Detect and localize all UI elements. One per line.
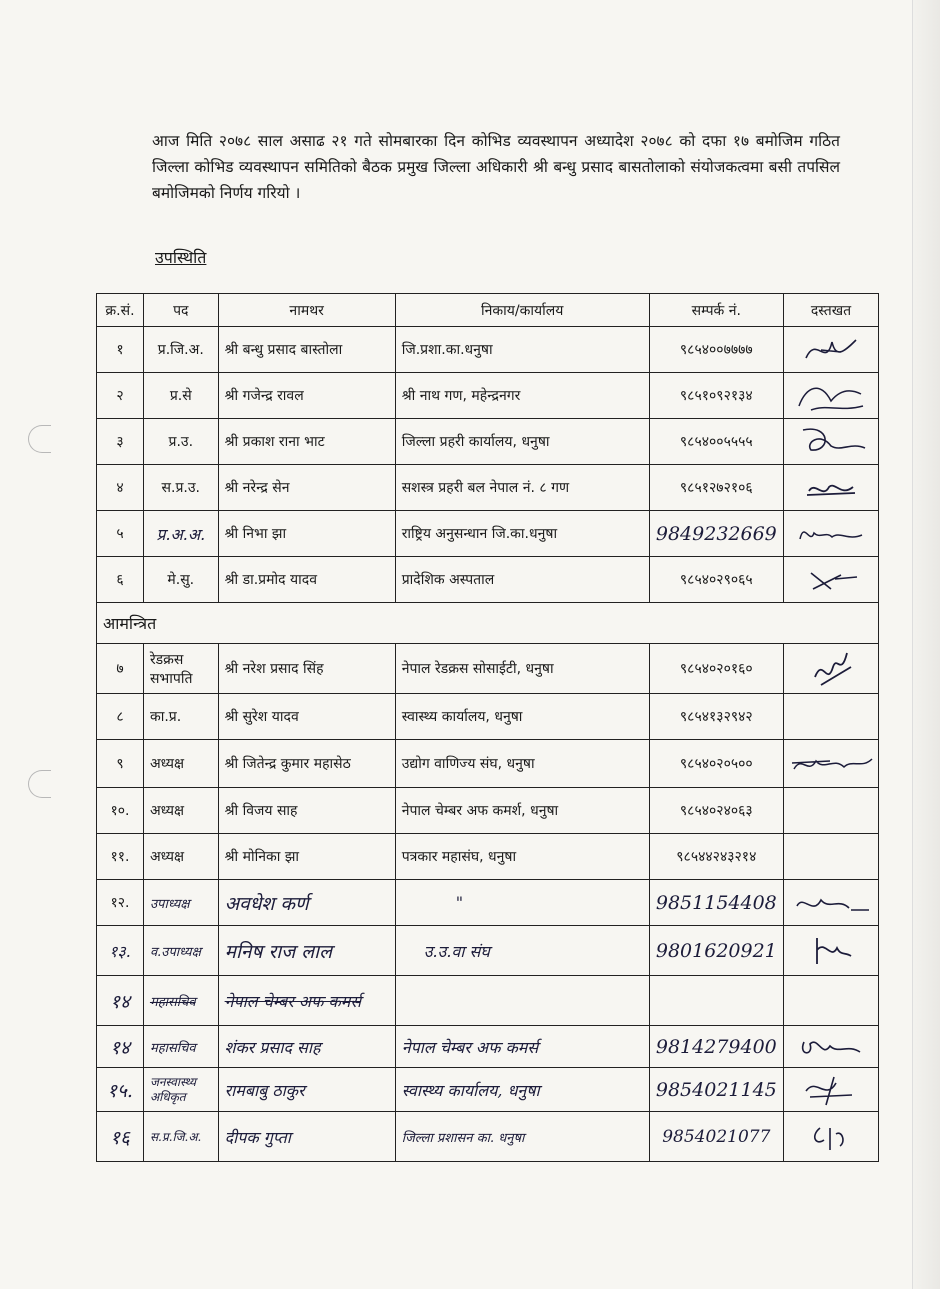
signature-mark — [796, 330, 866, 370]
serial-cell: ६ — [97, 557, 144, 603]
phone-cell — [649, 976, 783, 1026]
signature-mark — [806, 1120, 856, 1154]
office-cell: नेपाल रेडक्रस सोसाईटी, धनुषा — [395, 644, 649, 694]
phone-cell: 9814279400 — [649, 1026, 783, 1068]
signature-mark — [791, 888, 871, 918]
office-cell: जिल्ला प्रशासन का. धनुषा — [395, 1112, 649, 1162]
table-row — [97, 511, 879, 557]
signature-cell — [784, 740, 879, 788]
office-cell: नेपाल चेम्बर अफ कमर्श, धनुषा — [395, 788, 649, 834]
phone-cell: ९८५१०९२१३४ — [649, 373, 783, 419]
name-cell: श्री गजेन्द्र रावल — [218, 373, 395, 419]
signature-mark — [801, 565, 861, 595]
name-cell: श्री निभा झा — [218, 511, 395, 557]
phone-cell: 9849232669 — [649, 511, 783, 557]
post-cell: महासचिव — [143, 1026, 218, 1068]
table-row — [97, 327, 879, 373]
phone-cell: ९८५४००५५५५ — [649, 419, 783, 465]
name-cell: श्री जितेन्द्र कुमार महासेठ — [218, 740, 395, 788]
office-cell: प्रादेशिक अस्पताल — [395, 557, 649, 603]
phone-cell: ९८५४१३२९४२ — [649, 694, 783, 740]
office-cell: पत्रकार महासंघ, धनुषा — [395, 834, 649, 880]
name-cell: मनिष राज लाल — [218, 926, 395, 976]
table-row — [97, 1068, 879, 1112]
post-cell: प्र.से — [143, 373, 218, 419]
col-name: नामथर — [218, 294, 395, 327]
office-cell: स्वास्थ्य कार्यालय, धनुषा — [395, 694, 649, 740]
signature-cell — [784, 880, 879, 926]
table-row — [97, 834, 879, 880]
post-cell: व.उपाध्यक्ष — [143, 926, 218, 976]
table-row — [97, 694, 879, 740]
attendance-table — [96, 293, 879, 1162]
table-row — [97, 373, 879, 419]
signature-cell — [784, 1026, 879, 1068]
phone-cell: ९८५४०२४०६३ — [649, 788, 783, 834]
name-cell: दीपक गुप्ता — [218, 1112, 395, 1162]
name-cell: शंकर प्रसाद साह — [218, 1026, 395, 1068]
post-cell: प्र.उ. — [143, 419, 218, 465]
phone-cell: ९८५४०२०१६० — [649, 644, 783, 694]
signature-mark — [790, 749, 874, 779]
serial-cell: ९ — [97, 740, 144, 788]
phone-cell: 9854021145 — [649, 1068, 783, 1112]
section-row — [97, 603, 879, 644]
signature-mark — [801, 932, 861, 970]
post-cell: अध्यक्ष — [143, 740, 218, 788]
table-row — [97, 419, 879, 465]
post-cell: अध्यक्ष — [143, 834, 218, 880]
serial-cell: १६ — [97, 1112, 144, 1162]
signature-mark — [796, 1071, 866, 1109]
name-cell: अवधेश कर्ण — [218, 880, 395, 926]
serial-cell: ११. — [97, 834, 144, 880]
serial-cell: ७ — [97, 644, 144, 694]
table-row — [97, 976, 879, 1026]
serial-cell: १५. — [97, 1068, 144, 1112]
table-row — [97, 465, 879, 511]
name-cell: श्री बन्धु प्रसाद बास्तोला — [218, 327, 395, 373]
page-edge — [912, 0, 940, 1289]
punch-hole — [28, 770, 51, 798]
table-row — [97, 557, 879, 603]
col-office: निकाय/कार्यालय — [395, 294, 649, 327]
post-cell: जनस्वास्थ्य अधिकृत — [143, 1068, 218, 1112]
signature-cell — [784, 511, 879, 557]
post-cell: स.प्र.उ. — [143, 465, 218, 511]
serial-cell: २ — [97, 373, 144, 419]
name-cell: श्री नरेश प्रसाद सिंह — [218, 644, 395, 694]
signature-cell — [784, 373, 879, 419]
phone-cell: ९८५४०२९०६५ — [649, 557, 783, 603]
phone-cell: ९८५४०२०५०० — [649, 740, 783, 788]
serial-cell: १४ — [97, 976, 144, 1026]
post-cell: रेडक्रस सभापति — [143, 644, 218, 694]
name-cell: श्री मोनिका झा — [218, 834, 395, 880]
office-cell: " — [395, 880, 649, 926]
attendance-heading: उपस्थिति — [155, 248, 207, 267]
name-cell: श्री डा.प्रमोद यादव — [218, 557, 395, 603]
post-cell: उपाध्यक्ष — [143, 880, 218, 926]
signature-cell — [784, 557, 879, 603]
name-cell: रामबाबु ठाकुर — [218, 1068, 395, 1112]
post-cell: मे.सु. — [143, 557, 218, 603]
serial-cell: ३ — [97, 419, 144, 465]
signature-cell — [784, 1112, 879, 1162]
table-row — [97, 880, 879, 926]
signature-cell — [784, 465, 879, 511]
signature-mark — [794, 519, 868, 549]
post-cell: अध्यक्ष — [143, 788, 218, 834]
post-cell: प्र.जि.अ. — [143, 327, 218, 373]
serial-cell: १२. — [97, 880, 144, 926]
name-cell: श्री प्रकाश राना भाट — [218, 419, 395, 465]
signature-mark — [801, 473, 861, 503]
signature-cell — [784, 327, 879, 373]
invited-heading: आमन्त्रित — [97, 603, 879, 644]
col-phone: सम्पर्क नं. — [649, 294, 783, 327]
signature-cell — [784, 419, 879, 465]
table-row — [97, 1026, 879, 1068]
signature-cell — [784, 694, 879, 740]
office-cell: उ.उ.वा संघ — [395, 926, 649, 976]
serial-cell: १४ — [97, 1026, 144, 1068]
signature-cell — [784, 834, 879, 880]
phone-cell: ९८५४४२४३२१४ — [649, 834, 783, 880]
name-cell: श्री नरेन्द्र सेन — [218, 465, 395, 511]
post-cell: महासचिव — [143, 976, 218, 1026]
office-cell: जि.प्रशा.का.धनुषा — [395, 327, 649, 373]
header-row — [97, 294, 879, 327]
office-cell: स्वास्थ्य कार्यालय, धनुषा — [395, 1068, 649, 1112]
phone-cell: ९८५४००७७७७ — [649, 327, 783, 373]
table-row — [97, 926, 879, 976]
office-cell: जिल्ला प्रहरी कार्यालय, धनुषा — [395, 419, 649, 465]
col-signature: दस्तखत — [784, 294, 879, 327]
name-cell: श्री सुरेश यादव — [218, 694, 395, 740]
office-cell: नेपाल चेम्बर अफ कमर्स — [395, 1026, 649, 1068]
table-row — [97, 788, 879, 834]
phone-cell: 9851154408 — [649, 880, 783, 926]
name-cell: नेपाल चेम्बर अफ कमर्स — [218, 976, 395, 1026]
office-cell: राष्ट्रिय अनुसन्धान जि.का.धनुषा — [395, 511, 649, 557]
table-row — [97, 1112, 879, 1162]
office-cell — [395, 976, 649, 1026]
col-post: पद — [143, 294, 218, 327]
serial-cell: ८ — [97, 694, 144, 740]
post-cell: स.प्र.जि.अ. — [143, 1112, 218, 1162]
intro-paragraph: आज मिति २०७८ साल असाढ २१ गते सोमबारका दिन कोभिड व्यवस्थापन अध्यादेश २०७८ को दफा १७ बमोजिम गठित जिल्ला कोभिड व्यवस्थापन समितिको बैठक प्रमुख जिल्ला अधिकारी श्री बन्धु प्रसाद बासतोलाको संयोजकत्वमा बसी तपसिल बमोजिमको निर्णय गरियो । — [152, 132, 840, 202]
signature-cell — [784, 788, 879, 834]
signature-mark — [791, 422, 871, 462]
signature-cell — [784, 1068, 879, 1112]
signature-cell — [784, 976, 879, 1026]
signature-mark — [801, 647, 861, 691]
name-cell: श्री विजय साह — [218, 788, 395, 834]
serial-cell: ५ — [97, 511, 144, 557]
phone-cell: 9801620921 — [649, 926, 783, 976]
signature-mark — [796, 1032, 866, 1062]
office-cell: सशस्त्र प्रहरी बल नेपाल नं. ८ गण — [395, 465, 649, 511]
table-row — [97, 644, 879, 694]
phone-cell: 9854021077 — [649, 1112, 783, 1162]
office-cell: श्री नाथ गण, महेन्द्रनगर — [395, 373, 649, 419]
serial-cell: १ — [97, 327, 144, 373]
post-cell: का.प्र. — [143, 694, 218, 740]
table-row — [97, 740, 879, 788]
col-serial: क्र.सं. — [97, 294, 144, 327]
serial-cell: १०. — [97, 788, 144, 834]
signature-cell — [784, 926, 879, 976]
office-cell: उद्योग वाणिज्य संघ, धनुषा — [395, 740, 649, 788]
signature-cell — [784, 644, 879, 694]
punch-hole — [28, 425, 51, 453]
phone-cell: ९८५१२७२१०६ — [649, 465, 783, 511]
serial-cell: ४ — [97, 465, 144, 511]
signature-mark — [791, 376, 871, 416]
post-cell: प्र.अ.अ. — [143, 511, 218, 557]
serial-cell: १३. — [97, 926, 144, 976]
